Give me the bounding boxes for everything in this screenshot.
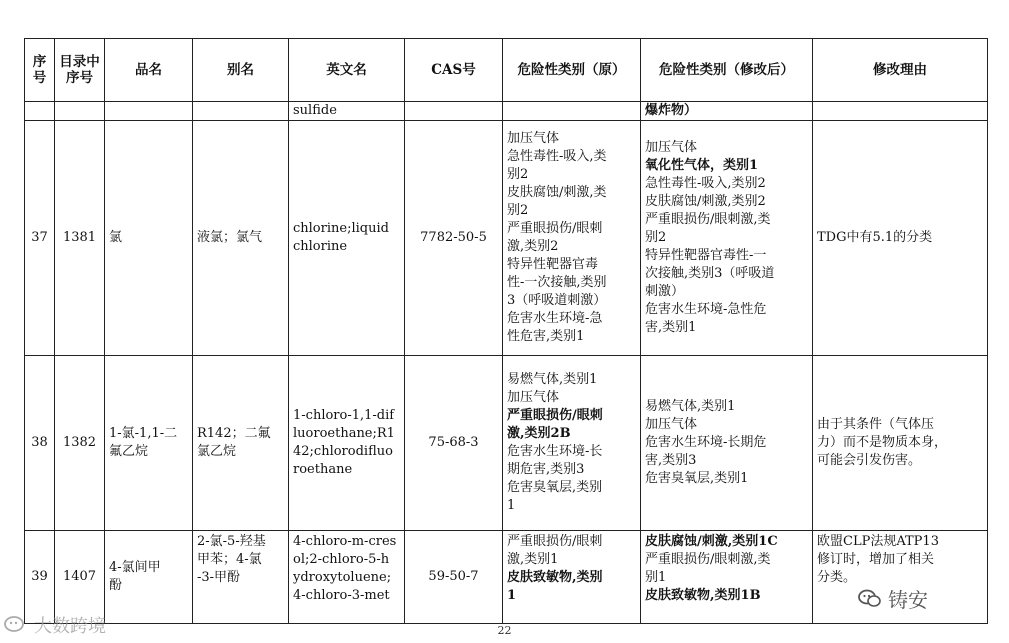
reason-cell: 由于其条件（气体压 力）而不是物质本身， 可能会引发伤害。 [813, 356, 988, 531]
english-name-cell: chlorine;liquid chlorine [289, 121, 405, 356]
hazard-orig-cell: 严重眼损伤/眼刺 激,类别1 皮肤致敏物,类别 1 [503, 531, 641, 624]
catalog-seq-cell: 1382 [55, 356, 105, 531]
cas-cell: 75-68-3 [405, 356, 503, 531]
header-row [25, 39, 988, 102]
watermark-left-text: 大数跨境 [34, 616, 106, 637]
hazard-new-cell: 加压气体 氧化性气体，类别1 急性毒性-吸入,类别2 皮肤腐蚀/刺激,类别2 严重眼损伤/眼刺激,类 别2 特异性靶器官毒性-一 次接触,类别3（呼吸道 刺激） 危害水生环境-急性危 害,类别1 [641, 121, 813, 356]
seq-cell: 37 [25, 121, 55, 356]
hazard-new-cell: 爆炸物） [641, 102, 813, 121]
hazard-orig-cell: 加压气体 急性毒性-吸入,类 别2 皮肤腐蚀/刺激,类 别2 严重眼损伤/眼刺 激,类别2 特异性靶器官毒 性-一次接触,类别 3（呼吸道刺激） 危害水生环境-急 性危害,类别1 [503, 121, 641, 356]
header-english: 英文名 [289, 39, 405, 102]
reason-cell: 欧盟CLP法规ATP13 修订时，增加了相关 分类。 [813, 531, 988, 624]
product-name-cell: 4-氯间甲 酚 [105, 531, 193, 624]
hazard-new-cell: 易燃气体,类别1 加压气体 危害水生环境-长期危 害,类别3 危害臭氧层,类别1 [641, 356, 813, 531]
catalog-seq-cell: 1407 [55, 531, 105, 624]
header-hazard-new: 危险性类别（修改后） [641, 39, 813, 102]
table-row-partial [25, 102, 988, 121]
watermark-right-text: 铸安 [888, 588, 928, 612]
header-hazard-orig: 危险性类别（原） [503, 39, 641, 102]
header-cas: CAS号 [405, 39, 503, 102]
product-name-cell: 氯 [105, 121, 193, 356]
seq-cell: 38 [25, 356, 55, 531]
header-alias: 别名 [193, 39, 289, 102]
product-name-cell: 1-氯-1,1-二 氟乙烷 [105, 356, 193, 531]
page-number: 22 [497, 624, 512, 637]
hazard-classification-table [24, 38, 988, 624]
seq-cell: 39 [25, 531, 55, 624]
cas-cell: 7782-50-5 [405, 121, 503, 356]
hazard-orig-cell: 易燃气体,类别1 加压气体 严重眼损伤/眼刺 激,类别2B 危害水生环境-长 期危害,类别3 危害臭氧层,类别 1 [503, 356, 641, 531]
header-reason: 修改理由 [813, 39, 988, 102]
header-catalog-seq: 目录中序号 [55, 39, 105, 102]
watermark-left [4, 612, 106, 638]
chat-bubble-icon [858, 589, 882, 609]
table-row [25, 121, 988, 356]
table-row [25, 356, 988, 531]
alias-cell: R142；二氟 氯乙烷 [193, 356, 289, 531]
chat-bubble-icon [4, 615, 28, 635]
english-name-cell: 1-chloro-1,1-dif luoroethane;R1 42;chlorodifluo roethane [289, 356, 405, 531]
table-row [25, 531, 988, 624]
header-name: 品名 [105, 39, 193, 102]
alias-cell: 2-氯-5-羟基 甲苯；4-氯 -3-甲酚 [193, 531, 289, 624]
english-name-cell: 4-chloro-m-cres ol;2-chloro-5-h ydroxytoluene; 4-chloro-3-met [289, 531, 405, 624]
reason-cell: TDG中有5.1的分类 [813, 121, 988, 356]
cas-cell: 59-50-7 [405, 531, 503, 624]
english-name-cell: sulfide [289, 102, 405, 121]
catalog-seq-cell: 1381 [55, 121, 105, 356]
alias-cell: 液氯；氯气 [193, 121, 289, 356]
watermark-right [858, 584, 928, 613]
hazard-new-cell: 皮肤腐蚀/刺激,类别1C 严重眼损伤/眼刺激,类 别1 皮肤致敏物,类别1B [641, 531, 813, 624]
header-seq: 序号 [25, 39, 55, 102]
